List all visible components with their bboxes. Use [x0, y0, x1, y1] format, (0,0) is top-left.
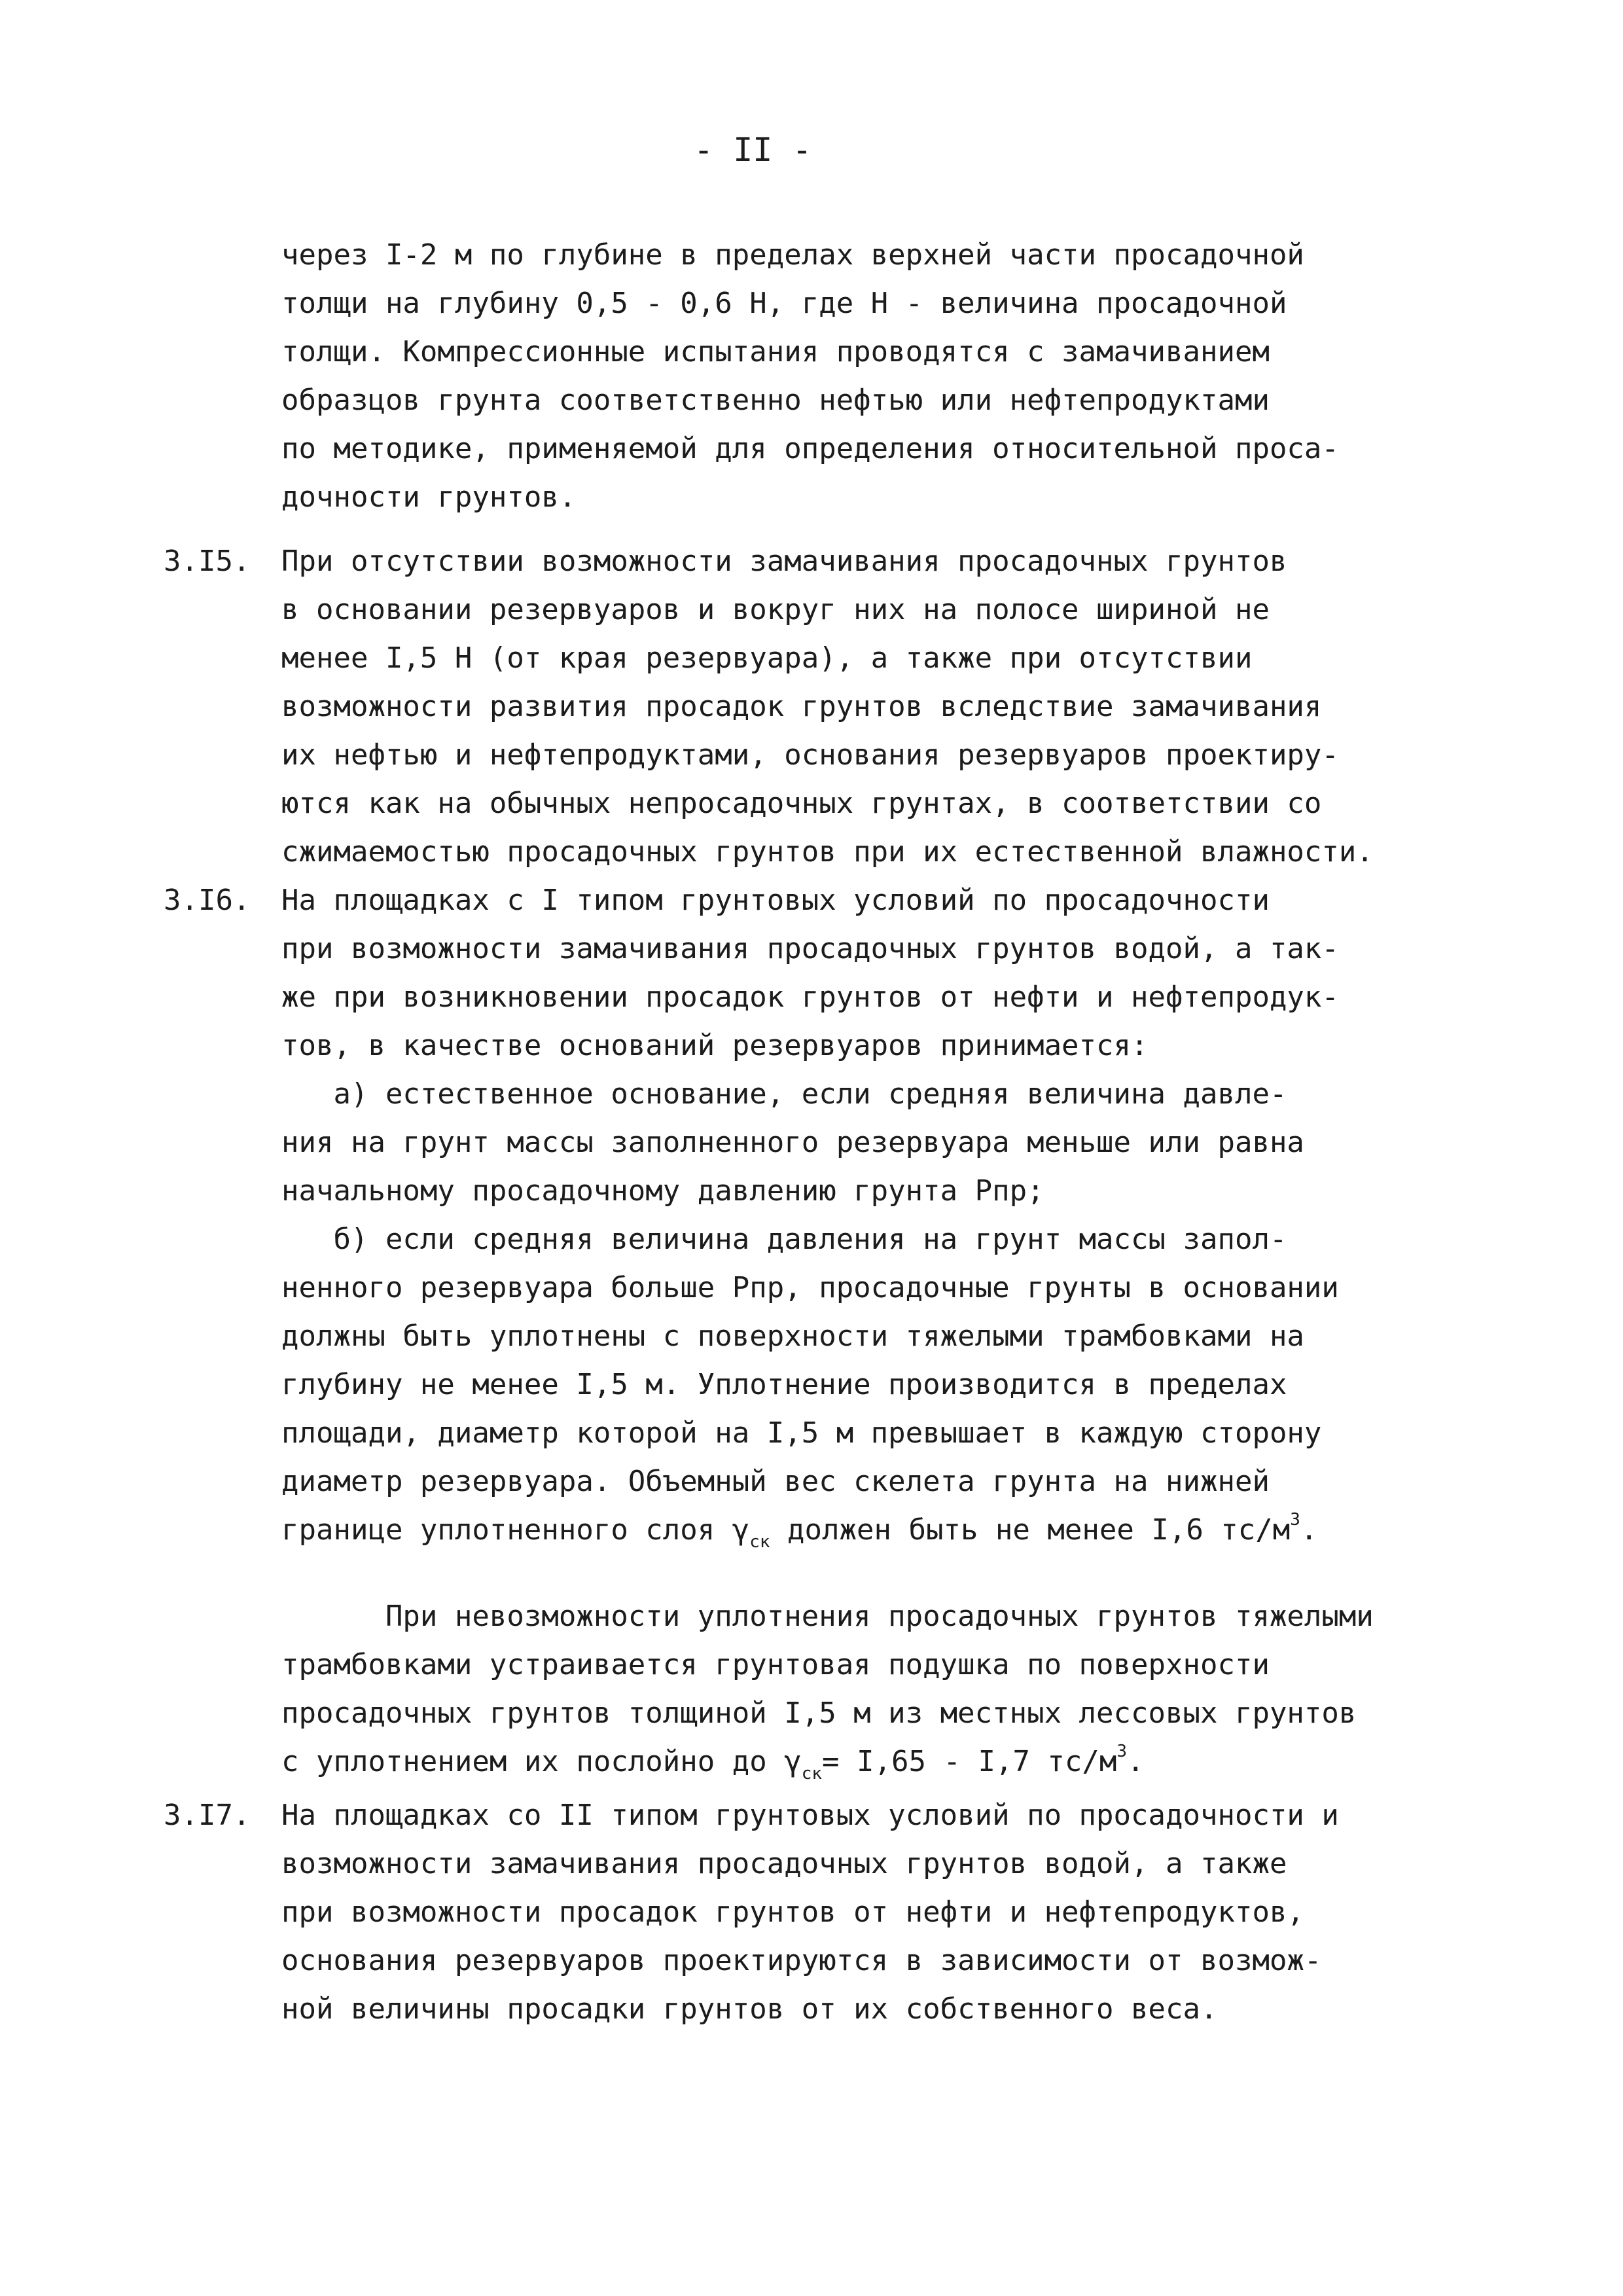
- page-number: - II -: [694, 131, 812, 169]
- text-line: трамбовками устраивается грунтовая подушка по поверхности: [281, 1648, 1270, 1681]
- formula-text: .: [1300, 1513, 1318, 1547]
- subscript: ск: [801, 1764, 823, 1784]
- text-line-formula: [281, 1510, 1318, 1552]
- formula-text: должен быть не менее I,6 тс/м: [770, 1513, 1291, 1547]
- text-line: начальному просадочному давлению грунта Рпр;: [281, 1174, 1044, 1208]
- text-line: же при возникновении просадок грунтов от нефти и нефтепродук-: [281, 980, 1339, 1014]
- text-line: площади, диаметр которой на I,5 м превышает в каждую сторону: [281, 1416, 1322, 1450]
- text-line: При невозможности уплотнения просадочных грунтов тяжелыми: [281, 1600, 1374, 1633]
- text-line: При отсутствии возможности замачивания просадочных грунтов: [281, 545, 1287, 578]
- text-line: в основании резервуаров и вокруг них на полосе шириной не: [281, 593, 1270, 626]
- text-line: просадочных грунтов толщиной I,5 м из местных лессовых грунтов: [281, 1696, 1357, 1730]
- text-line: а) естественное основание, если средняя величина давле-: [281, 1077, 1287, 1111]
- text-line: толщи. Компрессионные испытания проводятся с замачиванием: [281, 335, 1270, 368]
- text-line: ной величины просадки грунтов от их собственного веса.: [281, 1992, 1218, 2026]
- text-line: при возможности замачивания просадочных грунтов водой, а так-: [281, 932, 1339, 965]
- section-number: 3.I6.: [164, 884, 251, 917]
- text-line: при возможности просадок грунтов от нефти и нефтепродуктов,: [281, 1895, 1304, 1929]
- formula-text: границе уплотненного слоя γ: [281, 1513, 750, 1547]
- text-line: возможности развития просадок грунтов вследствие замачивания: [281, 690, 1322, 723]
- section-number: 3.I7.: [164, 1799, 251, 1832]
- text-line: сжимаемостью просадочных грунтов при их естественной влажности.: [281, 835, 1374, 869]
- text-line: б) если средняя величина давления на грунт массы запол-: [281, 1223, 1287, 1256]
- superscript: 3: [1290, 1510, 1300, 1530]
- text-line: должны быть уплотнены с поверхности тяжелыми трамбовками на: [281, 1319, 1304, 1353]
- formula-text: = I,65 - I,7 тс/м: [822, 1745, 1117, 1778]
- text-line: возможности замачивания просадочных грунтов водой, а также: [281, 1847, 1287, 1880]
- text-line: толщи на глубину 0,5 - 0,6 Н, где Н - величина просадочной: [281, 287, 1287, 320]
- formula-text: .: [1127, 1745, 1145, 1778]
- section-number: 3.I5.: [164, 545, 251, 578]
- text-line: тов, в качестве оснований резервуаров принимается:: [281, 1029, 1149, 1062]
- text-line: менее I,5 Н (от края резервуара), а также при отсутствии: [281, 641, 1253, 675]
- text-line: диаметр резервуара. Объемный вес скелета грунта на нижней: [281, 1465, 1270, 1498]
- text-line: через I-2 м по глубине в пределах верхней части просадочной: [281, 238, 1304, 272]
- text-line: ния на грунт массы заполненного резервуара меньше или равна: [281, 1126, 1304, 1159]
- text-line: основания резервуаров проектируются в зависимости от возмож-: [281, 1944, 1322, 1977]
- superscript: 3: [1116, 1742, 1128, 1761]
- text-line: глубину не менее I,5 м. Уплотнение производится в пределах: [281, 1368, 1287, 1401]
- formula-text: с уплотнением их послойно до γ: [281, 1745, 802, 1778]
- text-line: образцов грунта соответственно нефтью или нефтепродуктами: [281, 384, 1270, 417]
- text-line: дочности грунтов.: [281, 480, 577, 514]
- subscript: ск: [749, 1532, 770, 1552]
- text-line: их нефтью и нефтепродуктами, основания резервуаров проектиру-: [281, 738, 1339, 772]
- text-line-formula: [281, 1742, 1145, 1784]
- text-line: На площадках с I типом грунтовых условий по просадочности: [281, 884, 1270, 917]
- text-line: ненного резервуара больше Рпр, просадочные грунты в основании: [281, 1271, 1339, 1304]
- text-line: по методике, применяемой для определения относительной проса-: [281, 432, 1339, 465]
- text-line: На площадках со II типом грунтовых условий по просадочности и: [281, 1799, 1339, 1832]
- text-line: ются как на обычных непросадочных грунтах, в соответствии со: [281, 787, 1322, 820]
